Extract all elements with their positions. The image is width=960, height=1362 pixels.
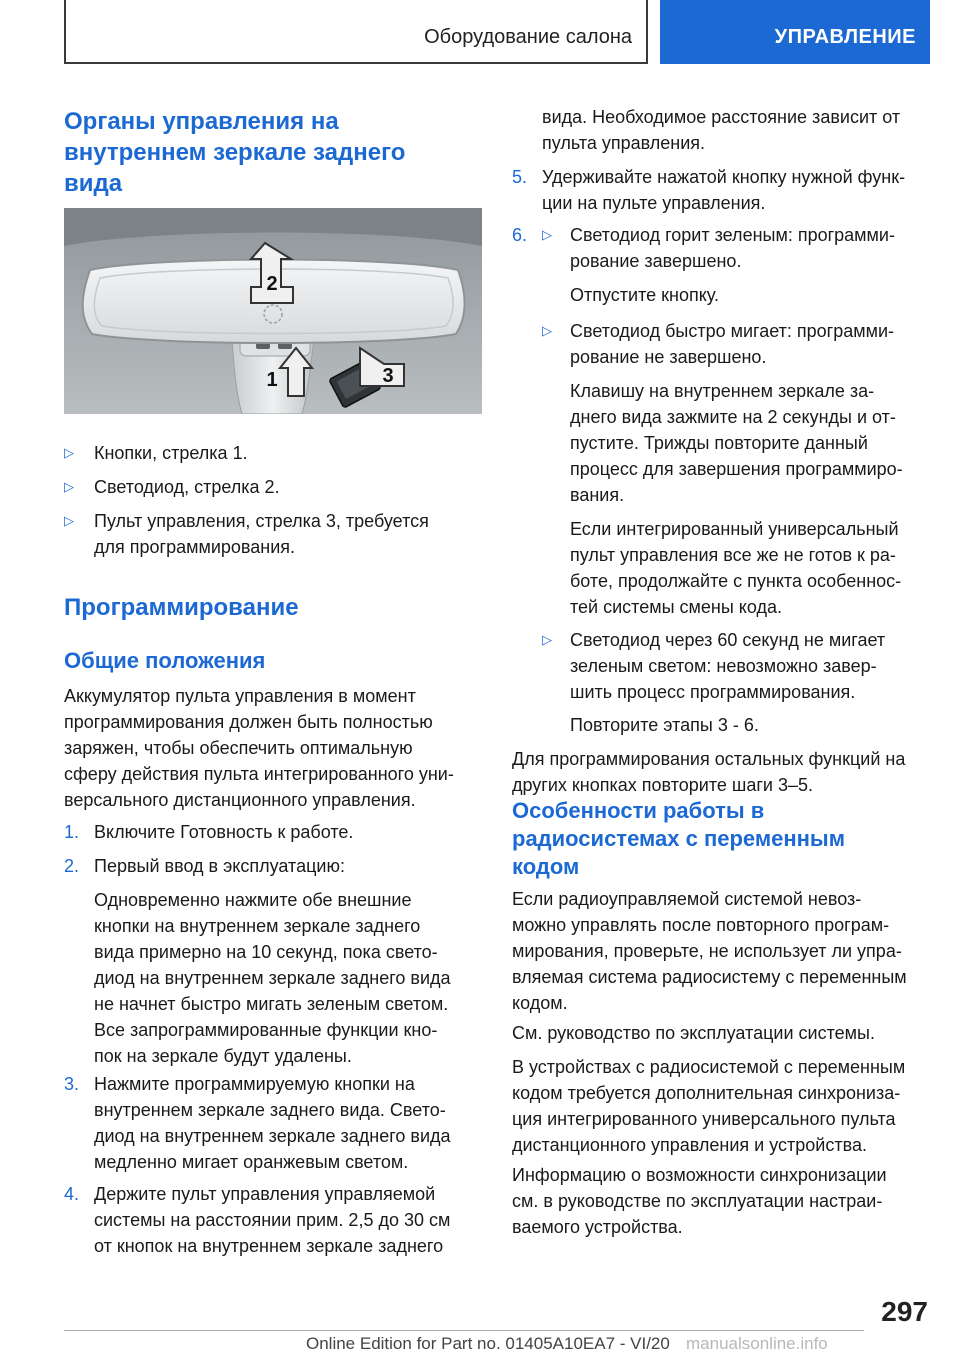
- chapter-tab: [660, 0, 930, 64]
- section-tab: [64, 0, 648, 64]
- rolling-code-title: Особенности работы в радиосистемах с переменным кодом: [512, 798, 845, 879]
- step-6-no-blink: Светодиод через 60 секунд не мигает зеленым светом: невозможно завер‐ шить процесс программирования.: [570, 630, 886, 702]
- triangle-bullet-icon: ▷: [64, 445, 74, 460]
- step-6-repeat-steps: Повторите этапы 3 - 6.: [570, 715, 759, 735]
- step-5-text: Удерживайте нажатой кнопку нужной функ‐ ции на пульте управления.: [542, 167, 906, 213]
- rolling-code-paragraph-3: В устройствах с радиосистемой с переменным кодом требуется дополнительная синхрониза‐ ция интегрированного универсального пульта дистанционного управления и устройства.: [512, 1057, 906, 1155]
- footer-divider: [64, 1330, 864, 1331]
- general-paragraph: Аккумулятор пульта управления в момент программирования должен быть полностью заряжен, чтобы обеспечить оптимальную сферу действия пульта интегрированного уни‐ версального дистанционного управления.: [64, 686, 454, 810]
- other-keys-paragraph: Для программирования остальных функций на других кнопках повторите шаги 3–5.: [512, 749, 906, 795]
- step-number: 4.: [64, 1184, 80, 1204]
- step-number: 1.: [64, 822, 80, 842]
- edition-text: Online Edition for Part no. 01405A10EA7 - VI/20: [306, 1334, 670, 1353]
- step-6-green: Светодиод горит зеленым: программи‐ рование завершено.: [570, 225, 895, 271]
- triangle-bullet-icon: ▷: [64, 479, 74, 494]
- bullet-buttons: Кнопки, стрелка 1.: [94, 443, 248, 463]
- step-number: 6.: [512, 225, 528, 245]
- step-4-continued: вида. Необходимое расстояние зависит от пульта управления.: [542, 107, 901, 153]
- step-3-text: Нажмите программируемую кнопки на внутреннем зеркале заднего вида. Свето‐ диод на внутреннем зеркале заднего вида медленно мигает оранжевым светом.: [94, 1074, 451, 1172]
- section-title-controls: Органы управления на внутреннем зеркале заднего вида: [64, 108, 406, 197]
- step-4-text: Держите пульт управления управляемой системы на расстоянии прим. 2,5 до 30 см от кнопок на внутреннем зеркале заднего: [94, 1184, 451, 1256]
- step-6-repeat: Клавишу на внутреннем зеркале за‐ днего вида зажмите на 2 секунды и от‐ пустите. Трижды повторите данный процесс для завершения программиро‐ вания.: [570, 381, 903, 505]
- general-title: Общие положения: [64, 648, 266, 673]
- step-number: 2.: [64, 856, 80, 876]
- bullet-remote: Пульт управления, стрелка 3, требуется для программирования.: [94, 511, 429, 557]
- step-6-release: Отпустите кнопку.: [570, 285, 719, 305]
- page-header: [64, 0, 930, 64]
- step-6-not-ready: Если интегрированный универсальный пульт управления все же не готов к ра‐ боте, продолжайте с пункта особеннос‐ тей системы смены кода.: [570, 519, 902, 617]
- watermark-text: manualsonline.info: [686, 1334, 828, 1353]
- rolling-code-paragraph-1: Если радиоуправляемой системой невоз‐ можно управлять после повторного програм‐ мирования, проверьте, не использует ли упра‐ вляемая система радиосистему с переменным кодом.: [512, 889, 907, 1013]
- triangle-bullet-icon: ▷: [542, 323, 552, 338]
- mirror-figure: [64, 208, 482, 414]
- step-number: 5.: [512, 167, 528, 187]
- step-number: 3.: [64, 1074, 80, 1094]
- step-2-detail: Одновременно нажмите обе внешние кнопки на внутреннем зеркале заднего вида примерно на 10 секунд, пока свето‐ диод на внутреннем зеркале заднего вида не начнет быстро мигать зеленым светом. Все запрограммированные функции кно‐ пок на зеркале будут удалены.: [94, 890, 451, 1066]
- step-2-text: Первый ввод в эксплуатацию:: [94, 856, 345, 876]
- section-title: Оборудование салона: [424, 26, 632, 48]
- triangle-bullet-icon: ▷: [542, 632, 552, 647]
- rolling-code-paragraph-4: Информацию о возможности синхронизации см. в руководстве по эксплуатации настраи‐ ваемого устройства.: [512, 1165, 887, 1237]
- programming-title: Программирование: [64, 594, 299, 621]
- mirror-illustration: [64, 208, 482, 414]
- triangle-bullet-icon: ▷: [64, 513, 74, 528]
- callout-3: 3: [382, 365, 394, 387]
- rolling-code-paragraph-2: См. руководство по эксплуатации системы.: [512, 1023, 875, 1043]
- chapter-title: УПРАВЛЕНИЕ: [774, 26, 916, 48]
- bullet-led: Светодиод, стрелка 2.: [94, 477, 280, 497]
- callout-2: 2: [266, 273, 278, 295]
- step-6-fast-blink: Светодиод быстро мигает: программи‐ рование не завершено.: [570, 321, 895, 367]
- step-1-text: Включите Готовность к работе.: [94, 822, 354, 842]
- triangle-bullet-icon: ▷: [542, 227, 552, 242]
- page-number: 297: [881, 1296, 928, 1327]
- callout-1: 1: [266, 369, 278, 391]
